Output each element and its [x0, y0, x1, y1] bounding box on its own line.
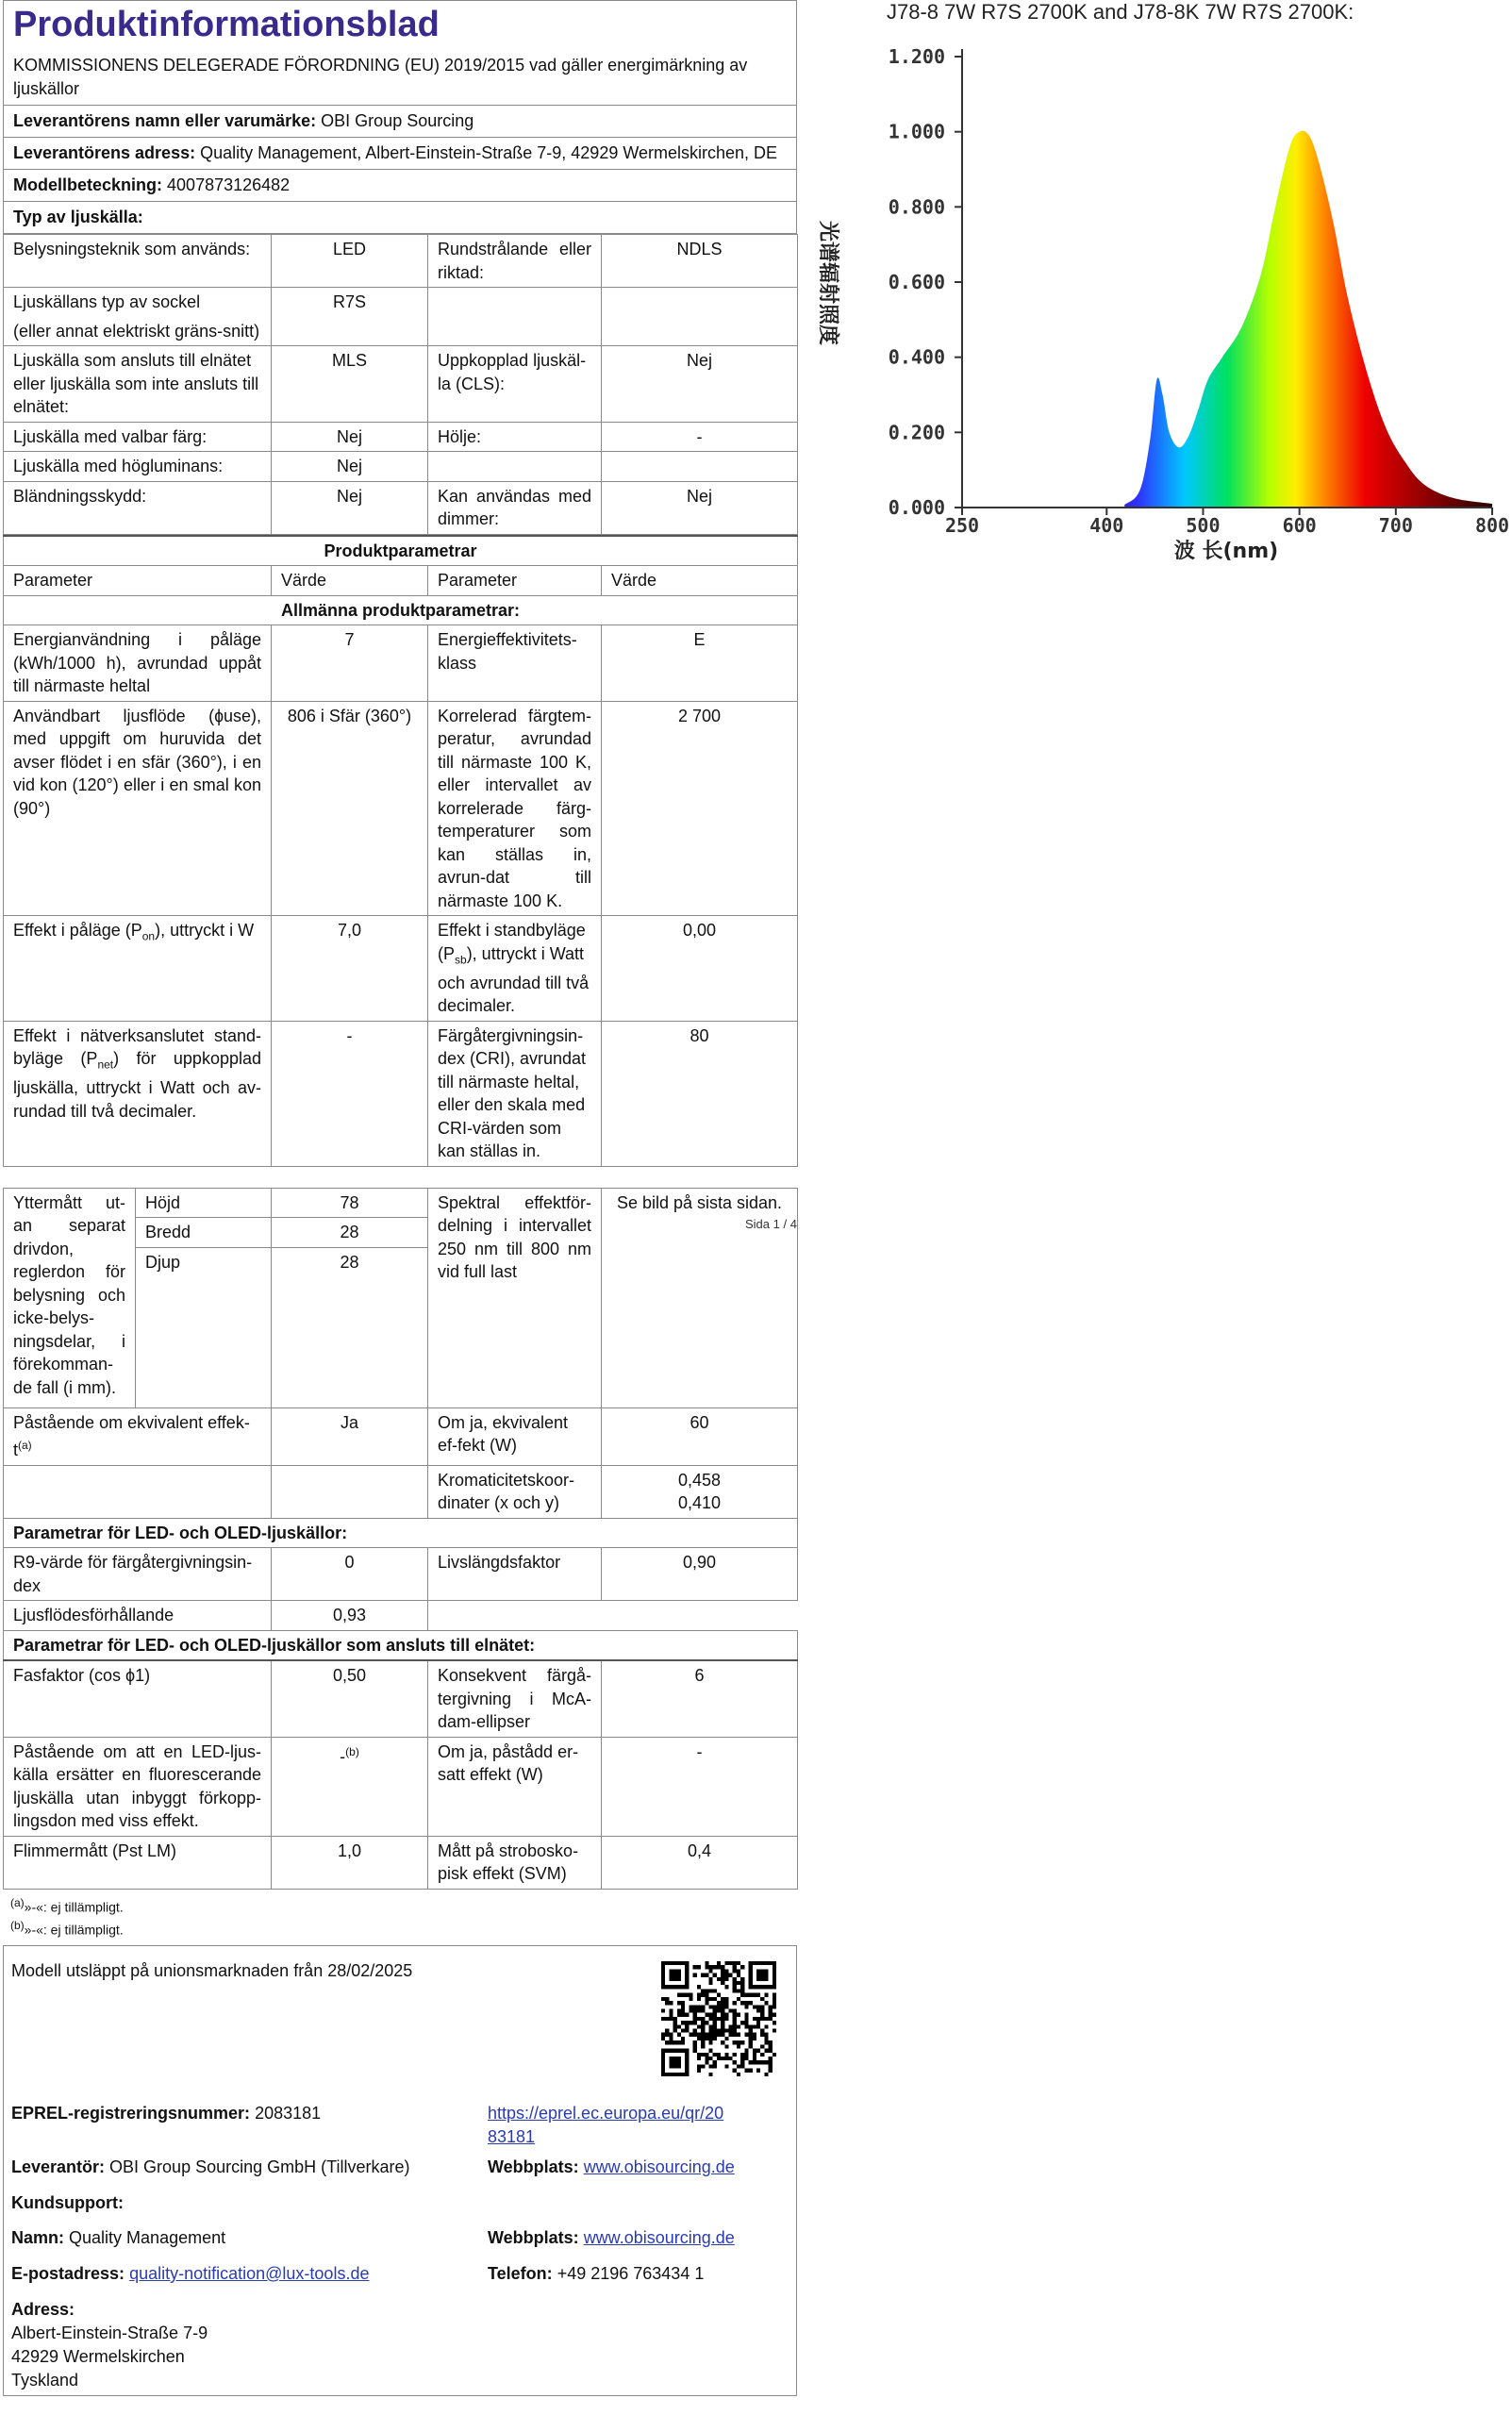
light-source-type-table	[3, 234, 798, 535]
macadam-label: Konsekvent färgå-tergivning i McA-dam-ellipser	[428, 1660, 602, 1737]
y-tick-label: 0.400	[888, 345, 945, 369]
eprel-url[interactable]	[488, 2102, 723, 2149]
market-date: Modell utsläppt på unionsmarknaden från 28/02/2025	[11, 1960, 413, 1980]
empty-cell	[428, 1601, 798, 1631]
socket-label	[4, 288, 272, 346]
registration-box	[3, 1945, 797, 2396]
table-row	[4, 481, 798, 534]
footnote-mark: (b)	[10, 1919, 25, 1933]
empty-cell	[602, 452, 798, 482]
supplier-name-row	[4, 106, 796, 138]
table-row	[4, 1465, 798, 1518]
energy-label: Energianvändning i påläge (kWh/1000 h), avrundad uppåt till närmaste heltal	[4, 625, 272, 702]
model-identifier: 4007873126482	[167, 175, 291, 194]
tech-label: Belysningsteknik som används:	[4, 235, 272, 288]
empty-cell	[428, 452, 602, 482]
pnet-sub: net	[97, 1058, 114, 1072]
claimed-power-label: Om ja, påstådd er-satt effekt (W)	[428, 1737, 602, 1836]
empty-cell	[428, 288, 602, 346]
pnet-label	[4, 1021, 272, 1166]
equiv-label-text: Påstående om ekvivalent effek-t	[13, 1412, 250, 1460]
empty-cell	[272, 1465, 428, 1518]
empty-cell	[4, 1465, 272, 1518]
footnote-text: »-«: ej tillämpligt.	[24, 1899, 124, 1915]
fluorescent-replacement-value	[272, 1737, 428, 1836]
supplier-name-label: Leverantörens namn eller varumärke:	[13, 111, 317, 130]
color-tunable-value: Nej	[272, 422, 428, 452]
led-heading: Parametrar för LED- och OLED-ljuskällor:	[4, 1518, 798, 1548]
pon-sub: on	[141, 929, 156, 943]
supplier-row	[11, 2156, 409, 2179]
table-row	[4, 288, 798, 346]
equiv-power-value: 60	[602, 1407, 798, 1465]
phone-label: Telefon:	[488, 2263, 553, 2283]
contact-name-row	[11, 2226, 225, 2250]
website-link[interactable]: www.obisourcing.de	[583, 2227, 735, 2247]
contact-name-label: Namn:	[11, 2227, 65, 2247]
svm-value: 0,4	[602, 1836, 798, 1889]
eprel-link-line2[interactable]: 83181	[488, 2126, 536, 2146]
website-link[interactable]: www.obisourcing.de	[583, 2157, 735, 2176]
eprel-link-line1[interactable]: https://eprel.ec.europa.eu/qr/20	[488, 2103, 724, 2123]
table-row	[4, 1660, 798, 1737]
depth-label: Djup	[136, 1247, 272, 1407]
table-row	[4, 566, 798, 596]
footnote-mark: (a)	[10, 1895, 25, 1909]
equiv-power-label: Om ja, ekvivalent ef-fekt (W)	[428, 1407, 602, 1465]
table-row	[4, 595, 798, 625]
supplier-name: OBI Group Sourcing	[321, 111, 474, 130]
eprel-number: 2083181	[255, 2103, 322, 2123]
dims-label: Yttermått ut-an separat drivdon, reglerdon för belysning och icke-belys-ningsdelar, i förekomman-de fall (i mm).	[4, 1188, 136, 1407]
table-row	[4, 1737, 798, 1836]
pnet-label-b: ) för uppkopplad ljuskälla, uttryckt i Watt och av-rundad till två decimaler.	[13, 1049, 261, 1121]
envelope-label: Hölje:	[428, 422, 602, 452]
survival-label: Livslängdsfaktor	[428, 1548, 602, 1601]
cri-label: Färgåtergivningsin-dex (CRI), avrundat till närmaste heltal, eller den skala med CRI-värden som kan ställas in.	[428, 1021, 602, 1166]
table-row	[4, 1021, 798, 1166]
product-parameters-table	[3, 535, 798, 1167]
psb-value: 0,00	[602, 916, 798, 1022]
footnote	[3, 1916, 797, 1940]
spectral-distribution-chart	[797, 28, 1512, 566]
supplier-value: OBI Group Sourcing GmbH (Tillverkare)	[109, 2157, 410, 2176]
eprel-label: EPREL-registreringsnummer:	[11, 2103, 251, 2123]
equiv-value: Ja	[272, 1407, 428, 1465]
high-luminance-label: Ljuskälla med högluminans:	[4, 452, 272, 482]
website-label: Webbplats:	[488, 2157, 579, 2176]
type-heading: Typ av ljuskälla:	[13, 208, 143, 226]
lumen-maintenance-label: Ljusflödesförhållande	[4, 1601, 272, 1631]
height-value: 78	[272, 1188, 428, 1218]
col-header-value: Värde	[602, 566, 798, 596]
chromaticity-value	[602, 1465, 798, 1518]
pnet-value: -	[272, 1021, 428, 1166]
width-value: 28	[272, 1218, 428, 1248]
x-axis-label: 波 长(nm)	[1173, 540, 1279, 563]
y-tick-label: 1.000	[888, 120, 945, 143]
email-row	[11, 2262, 369, 2286]
socket-label-line2: (eller annat elektriskt gräns-snitt)	[13, 321, 260, 341]
cls-value: Nej	[602, 346, 798, 423]
table-row	[4, 1601, 798, 1631]
x-tick-label: 250	[944, 514, 980, 537]
address-line: 42929 Wermelskirchen	[11, 2346, 185, 2366]
table-row	[4, 1836, 798, 1889]
chromaticity-x: 0,458	[677, 1470, 722, 1490]
model-label: Modellbeteckning:	[13, 175, 163, 194]
table-row	[4, 625, 798, 702]
chromaticity-y: 0,410	[677, 1493, 722, 1513]
pnet-label-a: Effekt i nätverksanslutet stand-byläge (P	[13, 1025, 261, 1069]
table-row	[4, 536, 798, 566]
supplier-address-label: Leverantörens adress:	[13, 143, 196, 162]
header-box	[3, 0, 797, 234]
energy-class-value: E	[602, 625, 798, 702]
x-tick-label: 400	[1089, 514, 1124, 537]
website-row	[488, 2156, 735, 2179]
mains-label: Ljuskälla som ansluts till elnätet eller ljuskälla som inte ansluts till elnätet:	[4, 346, 272, 423]
width-label: Bredd	[136, 1218, 272, 1248]
y-tick-label: 0.800	[888, 195, 945, 219]
y-tick-label: 0.200	[888, 421, 945, 444]
supplier-address: Quality Management, Albert-Einstein-Straße 7-9, 42929 Wermelskirchen, DE	[200, 143, 778, 162]
website-label: Webbplats:	[488, 2227, 579, 2247]
flux-value: 806 i Sfär (360°)	[272, 701, 428, 916]
spd-label: Spektral effektför-delning i intervallet 250 nm till 800 nm vid full last	[428, 1188, 602, 1407]
empty-cell	[602, 288, 798, 346]
pon-label-a: Effekt i påläge (P	[13, 921, 142, 940]
general-heading: Allmänna produktparametrar:	[4, 595, 798, 625]
page-title: Produktinformationsblad	[13, 5, 440, 44]
cri-value: 80	[602, 1021, 798, 1166]
x-tick-label: 500	[1186, 514, 1221, 537]
claimed-power-value: -	[602, 1737, 798, 1836]
footnote	[3, 1893, 797, 1917]
table-row	[4, 1188, 798, 1218]
footnote-text: »-«: ej tillämpligt.	[24, 1922, 124, 1938]
equiv-footnote-mark: (a)	[18, 1439, 32, 1453]
x-tick-label: 800	[1474, 514, 1510, 537]
col-header-value: Värde	[272, 566, 428, 596]
glare-value: Nej	[272, 481, 428, 534]
chart-title: J78-8 7W R7S 2700K and J78-8K 7W R7S 2700K:	[887, 0, 1354, 24]
color-tunable-label: Ljuskälla med valbar färg:	[4, 422, 272, 452]
x-tick-label: 700	[1378, 514, 1413, 537]
flicker-label: Flimmermått (Pst LM)	[4, 1836, 272, 1889]
flux-label: Användbart ljusflöde (ɸuse), med uppgift om huruvida det avser flödet i en sfär (360°), i en vid kon (120°) eller i en smal kon (90°)	[4, 701, 272, 916]
col-header-parameter: Parameter	[428, 566, 602, 596]
mains-value: MLS	[272, 346, 428, 423]
website-row-2	[488, 2226, 735, 2250]
email-link[interactable]: quality-notification@lux-tools.de	[129, 2263, 370, 2283]
dimensions-table	[3, 1188, 798, 1890]
phone-row	[488, 2262, 704, 2286]
psb-sub: sb	[455, 953, 467, 967]
socket-label-line1: Ljuskällans typ av sockel	[13, 292, 201, 311]
psb-label-a: Effekt i standbyläge (P	[438, 921, 586, 963]
address-block	[11, 2322, 208, 2392]
directional-value: NDLS	[602, 235, 798, 288]
regulation-text: KOMMISSIONENS DELEGERADE FÖRORDNING (EU) 2019/2015 vad gäller energimärkning av ljuskällor	[4, 50, 796, 106]
pon-value: 7,0	[272, 916, 428, 1022]
qr-code-icon[interactable]	[661, 1961, 776, 2076]
footnotes	[3, 1893, 797, 1940]
power-factor-value: 0,50	[272, 1660, 428, 1737]
x-tick-label: 600	[1282, 514, 1317, 537]
macadam-value: 6	[602, 1660, 798, 1737]
cls-label: Uppkopplad ljuskäl-la (CLS):	[428, 346, 602, 423]
table-row	[4, 916, 798, 1022]
power-factor-label: Fasfaktor (cos ϕ1)	[4, 1660, 272, 1737]
table-row	[4, 452, 798, 482]
lumen-maintenance-value: 0,93	[272, 1601, 428, 1631]
y-axis-label: 光谱辐射照度	[816, 220, 839, 346]
col-header-parameter: Parameter	[4, 566, 272, 596]
glare-label: Bländningsskydd:	[4, 481, 272, 534]
high-luminance-value: Nej	[272, 452, 428, 482]
fluorescent-replacement-text: -	[340, 1746, 346, 1766]
contact-name: Quality Management	[69, 2227, 226, 2247]
table-row	[4, 701, 798, 916]
table-row	[4, 346, 798, 423]
pon-label-b: ), uttryckt i W	[155, 921, 255, 940]
equiv-label	[4, 1407, 272, 1465]
spectrum-area	[962, 131, 1492, 508]
address-label: Adress:	[11, 2299, 75, 2319]
height-label: Höjd	[136, 1188, 272, 1218]
flicker-value: 1,0	[272, 1836, 428, 1889]
envelope-value: -	[602, 422, 798, 452]
supplier-address-row	[4, 138, 796, 170]
phone-number: +49 2196 763434 1	[557, 2263, 705, 2283]
energy-value: 7	[272, 625, 428, 702]
model-row	[4, 170, 796, 202]
cct-value: 2 700	[602, 701, 798, 916]
table-row	[4, 1548, 798, 1601]
r9-label: R9-värde för färgåtergivningsin-dex	[4, 1548, 272, 1601]
chromaticity-label: Kromaticitetskoor-dinater (x och y)	[428, 1465, 602, 1518]
page-number: Sida 1 / 4	[745, 1217, 797, 1231]
psb-label-b: ), uttryckt i Watt och avrundad till två decimaler.	[438, 943, 590, 1016]
support-label: Kundsupport:	[11, 2192, 124, 2212]
cct-label: Korrelerad färgtem-peratur, avrundad till närmaste 100 K, eller intervallet av korrelerade färg-temperaturer som kan ställas in, avrun-dat till närmaste 100 K.	[428, 701, 602, 916]
dimmer-value: Nej	[602, 481, 798, 534]
table-row	[4, 1630, 798, 1660]
email-label: E-postadress:	[11, 2263, 125, 2283]
depth-value: 28	[272, 1247, 428, 1407]
product-information-sheet	[3, 0, 797, 2396]
table-row	[4, 235, 798, 288]
table-row	[4, 1518, 798, 1548]
eprel-row	[11, 2102, 321, 2125]
pon-label	[4, 916, 272, 1022]
supplier-label: Leverantör:	[11, 2157, 106, 2176]
energy-class-label: Energieffektivitets-klass	[428, 625, 602, 702]
y-tick-label: 1.200	[888, 45, 945, 68]
mls-heading: Parametrar för LED- och OLED-ljuskällor som ansluts till elnätet:	[4, 1630, 798, 1660]
survival-value: 0,90	[602, 1548, 798, 1601]
tech-value: LED	[272, 235, 428, 288]
fluorescent-replacement-label: Påstående om att en LED-ljus-källa ersätter en fluorescerande ljuskälla utan inbyggt förkopp-lingsdon med viss effekt.	[4, 1737, 272, 1836]
params-heading: Produktparametrar	[4, 536, 798, 566]
table-row	[4, 422, 798, 452]
r9-value: 0	[272, 1548, 428, 1601]
address-line: Albert-Einstein-Straße 7-9	[11, 2323, 208, 2342]
psb-label	[428, 916, 602, 1022]
y-tick-label: 0.000	[888, 496, 945, 519]
socket-value: R7S	[272, 288, 428, 346]
directional-label: Rundstrålande eller riktad:	[428, 235, 602, 288]
dimmer-label: Kan användas med dimmer:	[428, 481, 602, 534]
spd-value: Se bild på sista sidan.	[602, 1188, 798, 1407]
y-tick-label: 0.600	[888, 271, 945, 293]
fluorescent-footnote-mark: (b)	[345, 1744, 359, 1758]
address-line: Tyskland	[11, 2370, 79, 2390]
table-row	[4, 1407, 798, 1465]
svm-label: Mått på strobosko-pisk effekt (SVM)	[428, 1836, 602, 1889]
